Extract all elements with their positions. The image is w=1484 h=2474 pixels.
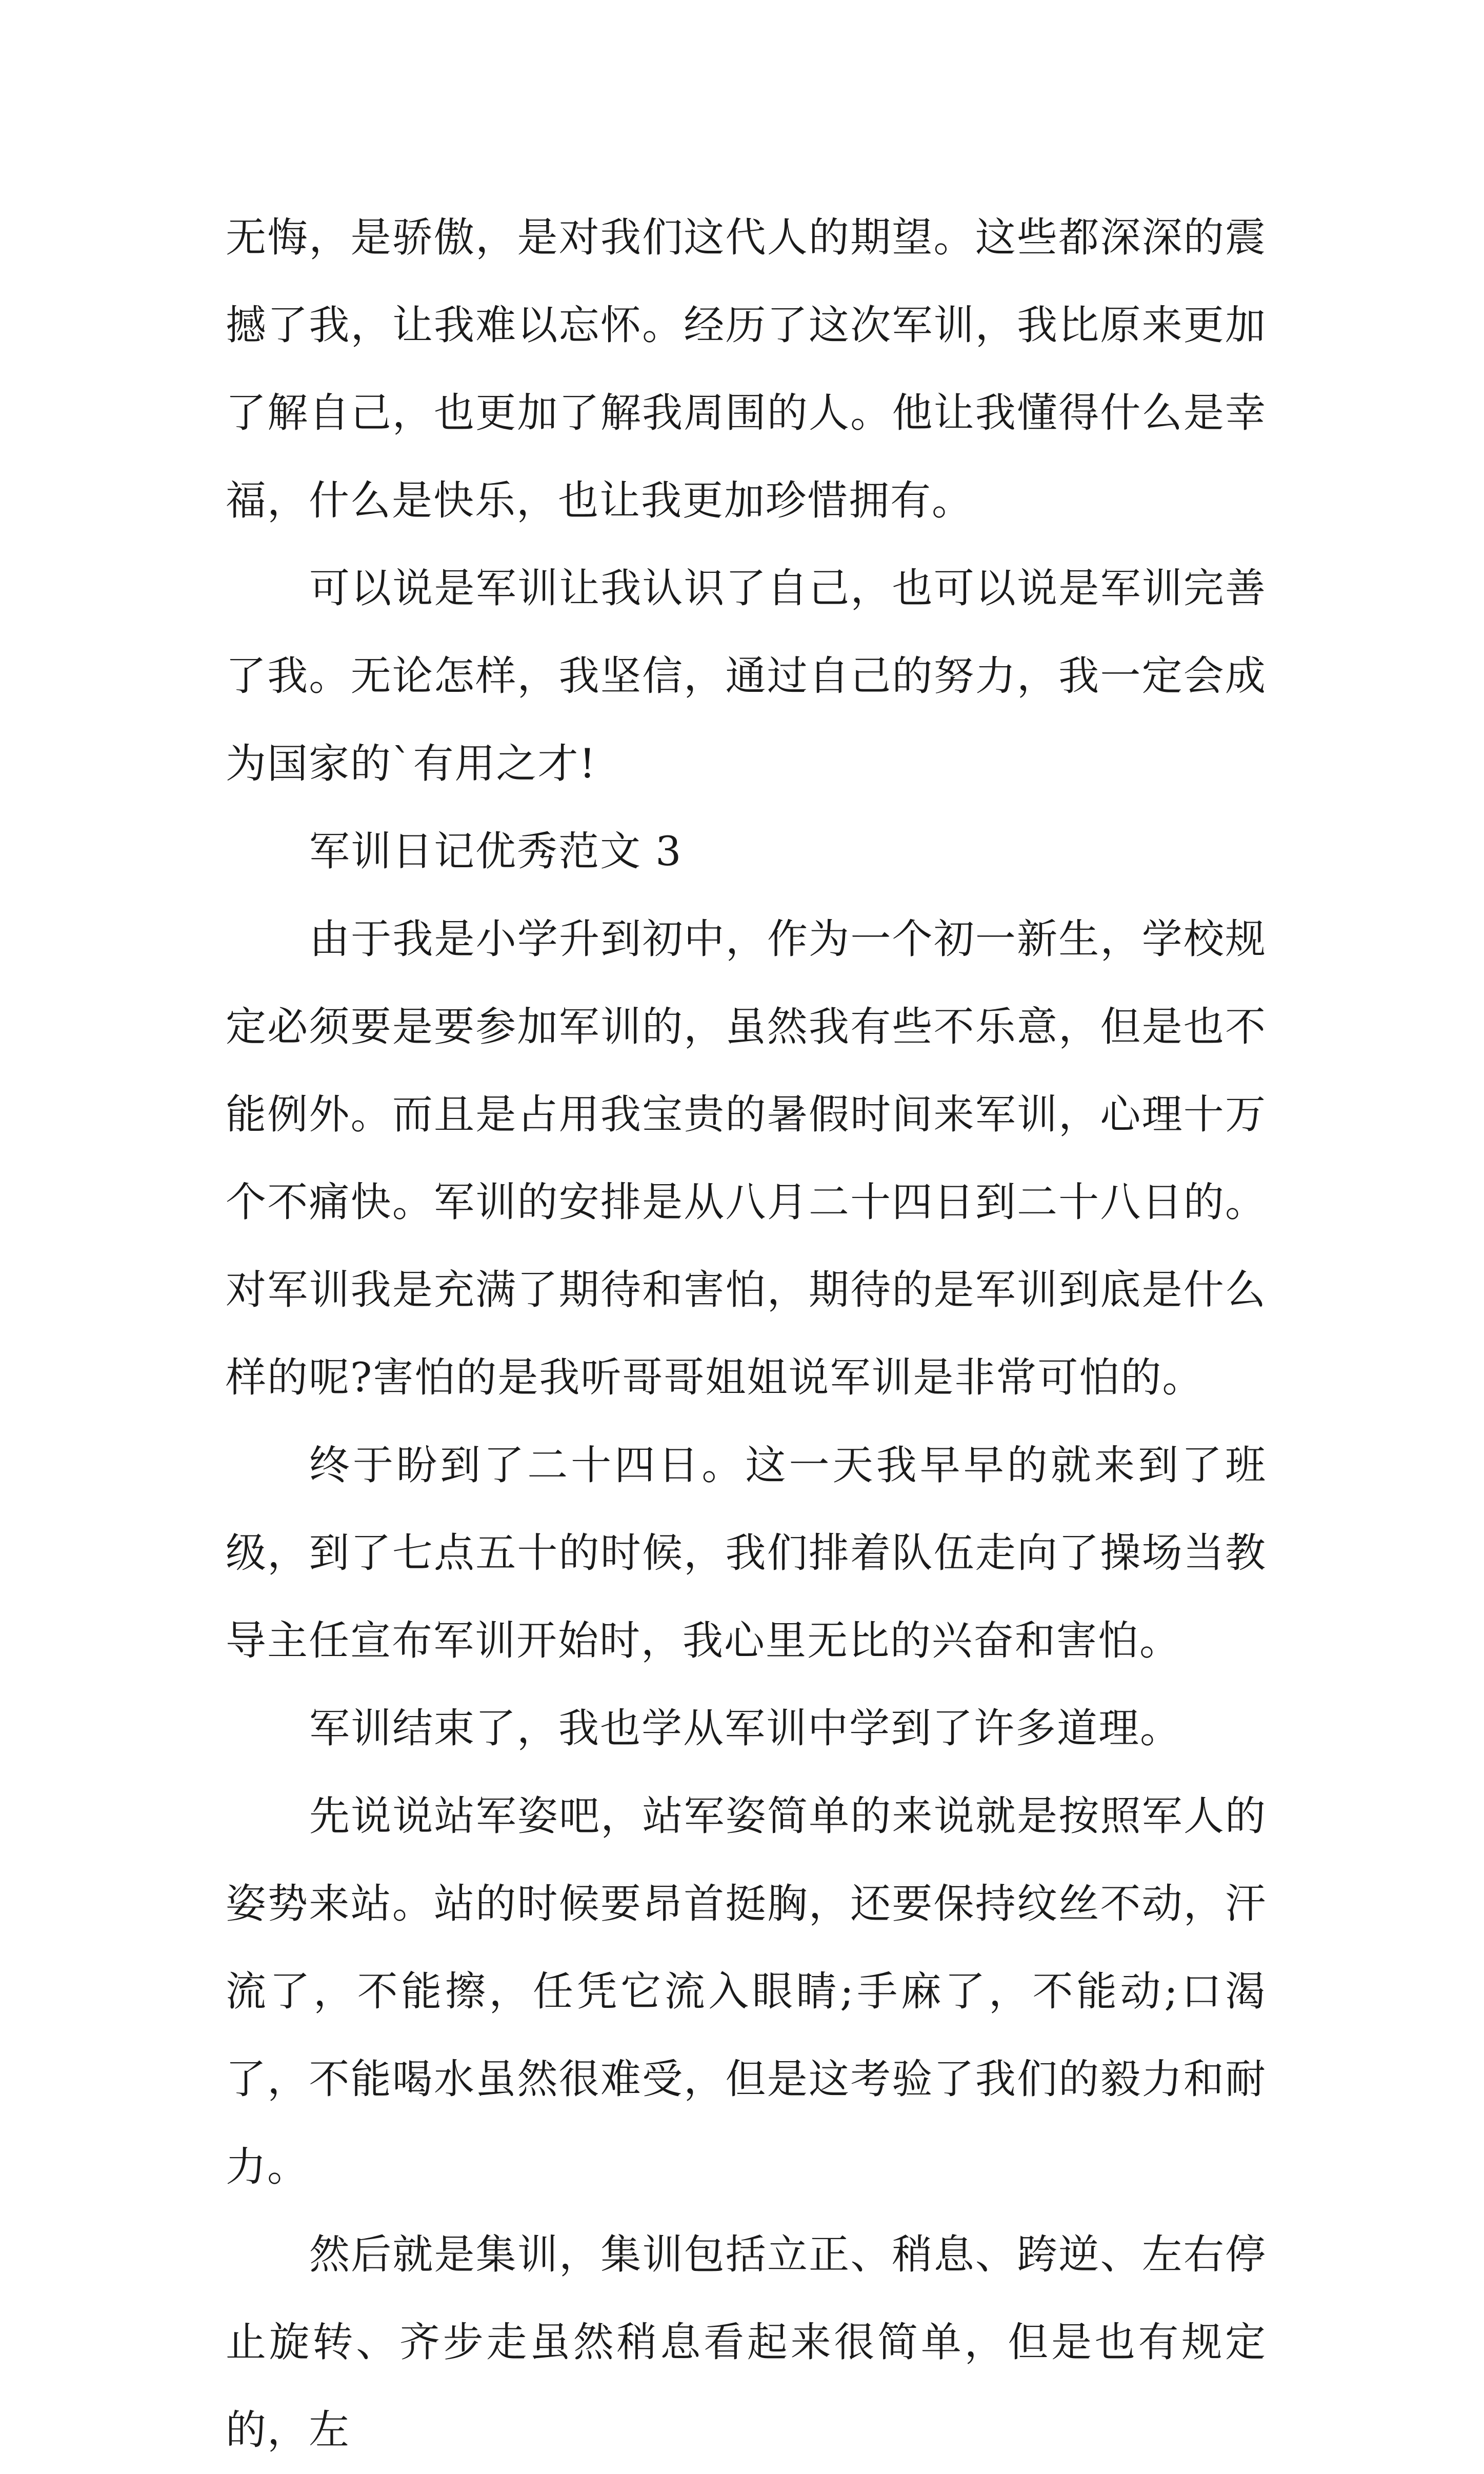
paragraph-continuation: 无悔，是骄傲，是对我们这代人的期望。这些都深深的震撼了我，让我难以忘怀。经历了这次军训，我比原来更加了解自己，也更加了解我周围的人。他让我懂得什么是幸福，什么是快乐，也让我更加珍惜拥有。 bbox=[226, 214, 1267, 524]
paragraph: 由于我是小学升到初中，作为一个初一新生，学校规定必须要是要参加军训的，虽然我有些不乐意，但是也不能例外。而且是占用我宝贵的暑假时间来军训，心理十万个不痛快。军训的安排是从八月二十四日到二十八日的。对军训我是充满了期待和害怕，期待的是军训到底是什么样的呢?害怕的是我听哥哥姐姐说军训是非常可怕的。 bbox=[226, 915, 1267, 1401]
paragraph: 终于盼到了二十四日。这一天我早早的就来到了班级，到了七点五十的时候，我们排着队伍走向了操场当教导主任宣布军训开始时，我心里无比的兴奋和害怕。 bbox=[226, 1442, 1267, 1664]
document-body bbox=[226, 194, 1267, 2474]
paragraph: 然后就是集训，集训包括立正、稍息、跨逆、左右停止旋转、齐步走虽然稍息看起来很简单，但是也有规定的，左 bbox=[226, 2231, 1267, 2453]
paragraph: 先说说站军姿吧，站军姿简单的来说就是按照军人的姿势来站。站的时候要昂首挺胸，还要保持纹丝不动，汗流了，不能擦，任凭它流入眼睛;手麻了，不能动;口渴了，不能喝水虽然很难受，但是这考验了我们的毅力和耐力。 bbox=[226, 1792, 1267, 2190]
paragraph: 可以说是军训让我认识了自己，也可以说是军训完善了我。无论怎样，我坚信，通过自己的努力，我一定会成为国家的`有用之才! bbox=[226, 565, 1267, 787]
paragraph: 军训结束了，我也学从军训中学到了许多道理。 bbox=[309, 1705, 1181, 1752]
section-heading: 军训日记优秀范文 3 bbox=[309, 828, 683, 875]
